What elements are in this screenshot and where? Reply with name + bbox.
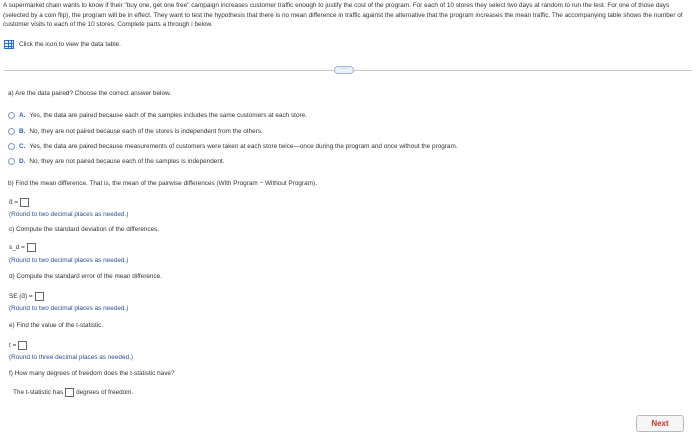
data-table-link[interactable] (4, 40, 121, 49)
part-d-answer-row (9, 292, 44, 301)
part-e-hint: (Round to three decimal places as needed.) (9, 354, 133, 361)
degrees-of-freedom-input[interactable] (65, 388, 74, 397)
problem-intro: A supermarket chain wants to know if their "buy one, get one free" campaign increases customer traffic enough to justify the cost of the program. For each of 10 stores they select two days at random to run the test. For one of those days (selected by a coin flip), the program will be in effect. They want to test the hypothesis that there is no mean difference in traffic against the alternative that the program increases the mean traffic. The accompanying table shows the number of customer visits to each of the 10 stores. Complete parts a through i below. (3, 2, 683, 29)
t-statistic-symbol: t = (9, 342, 17, 349)
part-e-question: e) Find the value of the t-statistic. (9, 322, 104, 329)
part-e-answer-row (9, 341, 27, 350)
mean-difference-symbol: d̄ = (9, 199, 19, 206)
part-b-question: b) Find the mean difference. That is, the mean of the pairwise differences (With Program − Without Program). (8, 180, 317, 187)
expand-button[interactable]: ····· (334, 66, 354, 74)
part-f-question: f) How many degrees of freedom does the t-statistic have? (9, 370, 175, 377)
mean-difference-input[interactable] (20, 198, 29, 207)
part-a-option-a[interactable]: A. Yes, the data are paired because each of the samples includes the same customers at each store. (8, 112, 307, 119)
part-a-option-c[interactable]: C. Yes, the data are paired because measurements of customers were taken at each store twice—once during the program and once without the program. (8, 143, 458, 150)
part-d-question: d) Compute the standard error of the mean difference. (9, 273, 162, 280)
part-c-hint: (Round to two decimal places as needed.) (9, 257, 129, 264)
part-f-suffix: degrees of freedom. (76, 389, 134, 396)
part-a-option-b[interactable]: B. No, they are not paired because each of the stores is independent from the others. (8, 128, 263, 135)
part-b-hint: (Round to two decimal places as needed.) (9, 211, 129, 218)
std-dev-symbol: s_d = (9, 244, 25, 251)
part-d-hint: (Round to two decimal places as needed.) (9, 305, 129, 312)
std-dev-input[interactable] (27, 243, 36, 252)
radio-button[interactable] (8, 158, 15, 165)
part-a-question: a) Are the data paired? Choose the correct answer below. (8, 90, 172, 97)
next-button[interactable]: Next (636, 415, 684, 432)
radio-button[interactable] (8, 112, 15, 119)
part-f-prefix: The t-statistic has (13, 389, 64, 396)
standard-error-input[interactable] (35, 292, 44, 301)
radio-button[interactable] (8, 128, 15, 135)
part-c-answer-row (9, 243, 36, 252)
data-table-link-label: Click the icon to view the data table. (19, 41, 121, 48)
part-a-option-d[interactable]: D. No, they are not paired because each of the samples is independent. (8, 158, 224, 165)
part-f-answer-row (13, 388, 133, 397)
part-b-answer-row (9, 198, 29, 207)
t-statistic-input[interactable] (18, 341, 27, 350)
standard-error-symbol: SE (d̄) = (9, 293, 33, 300)
part-c-question: c) Compute the standard deviation of the differences. (9, 226, 160, 233)
data-table-icon[interactable] (4, 40, 14, 49)
radio-button[interactable] (8, 143, 15, 150)
